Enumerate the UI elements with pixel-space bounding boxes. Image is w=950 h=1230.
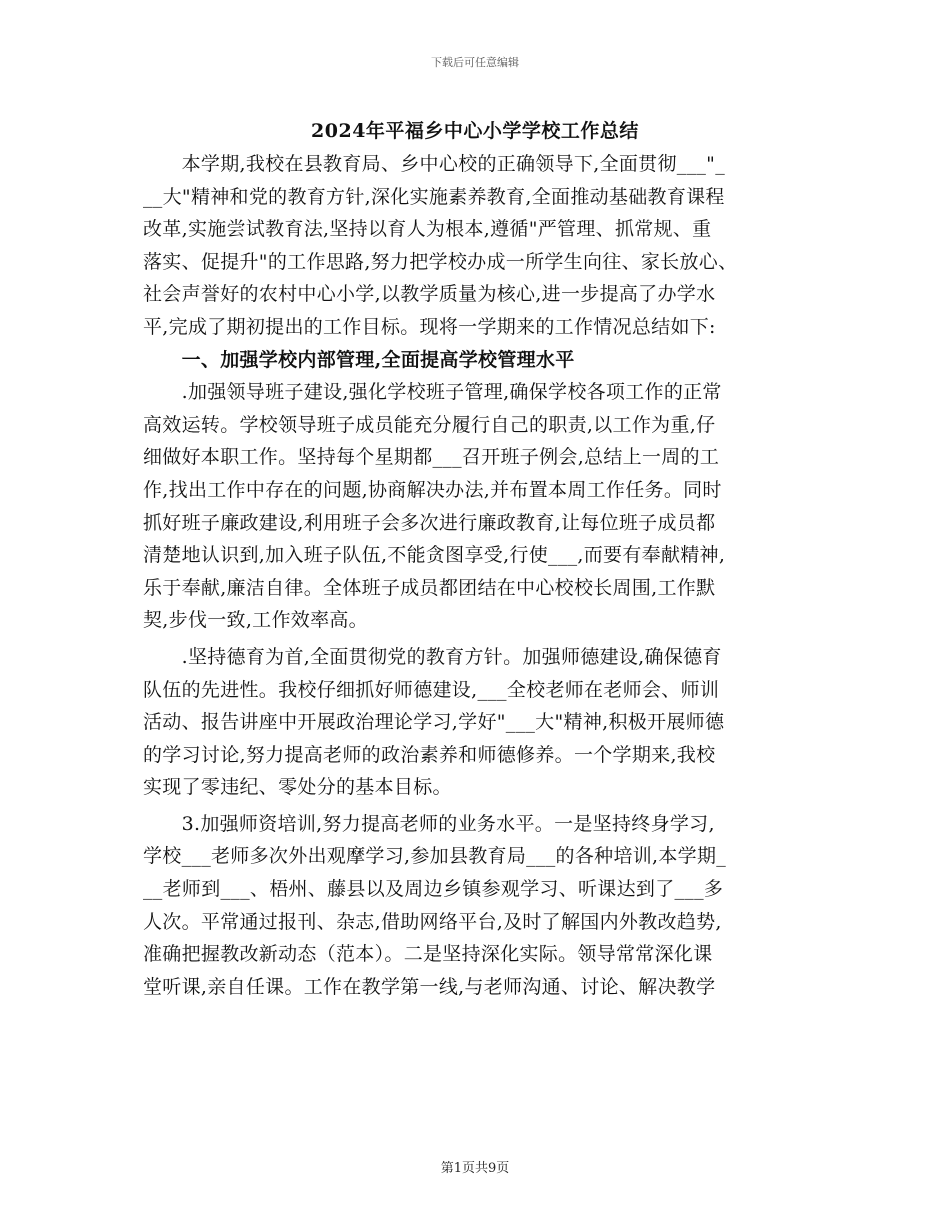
body-line: 抓好班子廉政建设,利用班子会多次进行廉政教育,让每位班子成员都 [143,511,716,534]
body-line: 实现了零违纪、零处分的基本目标。 [143,776,452,799]
body-line: 准确把握教改新动态（范本）。二是坚持深化实际。领导常常深化课 [143,943,713,966]
body-line: 乐于奉献,廉洁自律。全体班子成员都团结在中心校校长周围,工作默 [143,576,716,599]
body-line: 清楚地认识到,加入班子队伍,不能贪图享受,行使___,而要有奉献精神, [143,544,726,567]
document-title: 2024年平福乡中心小学学校工作总结 [311,120,639,142]
body-line: __大"精神和党的教育方针,深化实施素养教育,全面推动基础教育课程 [143,185,725,208]
body-line: 的学习讨论,努力提高老师的政治素养和师德修养。一个学期来,我校 [143,743,716,766]
document-body [143,148,813,1003]
body-line: .坚持德育为首,全面贯彻党的教育方针。加强师德建设,确保德育 [143,645,722,668]
body-line: 3.加强师资培训,努力提高老师的业务水平。一是坚持终身学习, [143,812,715,835]
body-line: .加强领导班子建设,强化学校班子管理,确保学校各项工作的正常 [143,381,722,404]
body-line: 作,找出工作中存在的问题,协商解决办法,并布置本周工作任务。同时 [143,478,722,501]
body-line: 契,步伐一致,工作效率高。 [143,609,368,632]
body-line: 堂听课,亲自任课。工作在教学第一线,与老师沟通、讨论、解决教学 [143,975,716,998]
body-line: __老师到___、梧州、藤县以及周边乡镇参观学习、听课达到了___多 [143,878,724,901]
body-line: 改革,实施尝试教育法,坚持以育人为根本,遵循"严管理、抓常规、重 [143,218,712,241]
section-heading: 一、加强学校内部管理,全面提高学校管理水平 [143,348,575,371]
body-line: 人次。平常通过报刊、杂志,借助网络平台,及时了解国内外教改趋势, [143,910,722,933]
body-line: 细做好本职工作。坚持每个星期都___召开班子例会,总结上一周的工 [143,446,720,469]
body-line: 高效运转。学校领导班子成员能充分履行自己的职责,以工作为重,仔 [143,413,716,436]
download-note: 下载后可任意编辑 [431,56,519,69]
body-line: 活动、报告讲座中开展政治理论学习,学好"___大"精神,积极开展师德 [143,711,725,734]
body-line: 社会声誉好的农村中心小学,以教学质量为核心,进一步提高了办学水 [143,283,716,306]
body-line: 落实、促提升"的工作思路,努力把学校办成一所学生向往、家长放心、 [143,250,738,273]
body-line: 队伍的先进性。我校仔细抓好师德建设,___全校老师在老师会、师训 [143,678,720,701]
body-line: 本学期,我校在县教育局、乡中心校的正确领导下,全面贯彻___"_ [143,153,726,175]
page-number: 第1页共9页 [440,1161,510,1176]
body-line: 学校___老师多次外出观摩学习,参加县教育局___的各种培训,本学期_ [143,845,727,868]
body-line: 平,完成了期初提出的工作目标。现将一学期来的工作情况总结如下: [143,315,716,338]
